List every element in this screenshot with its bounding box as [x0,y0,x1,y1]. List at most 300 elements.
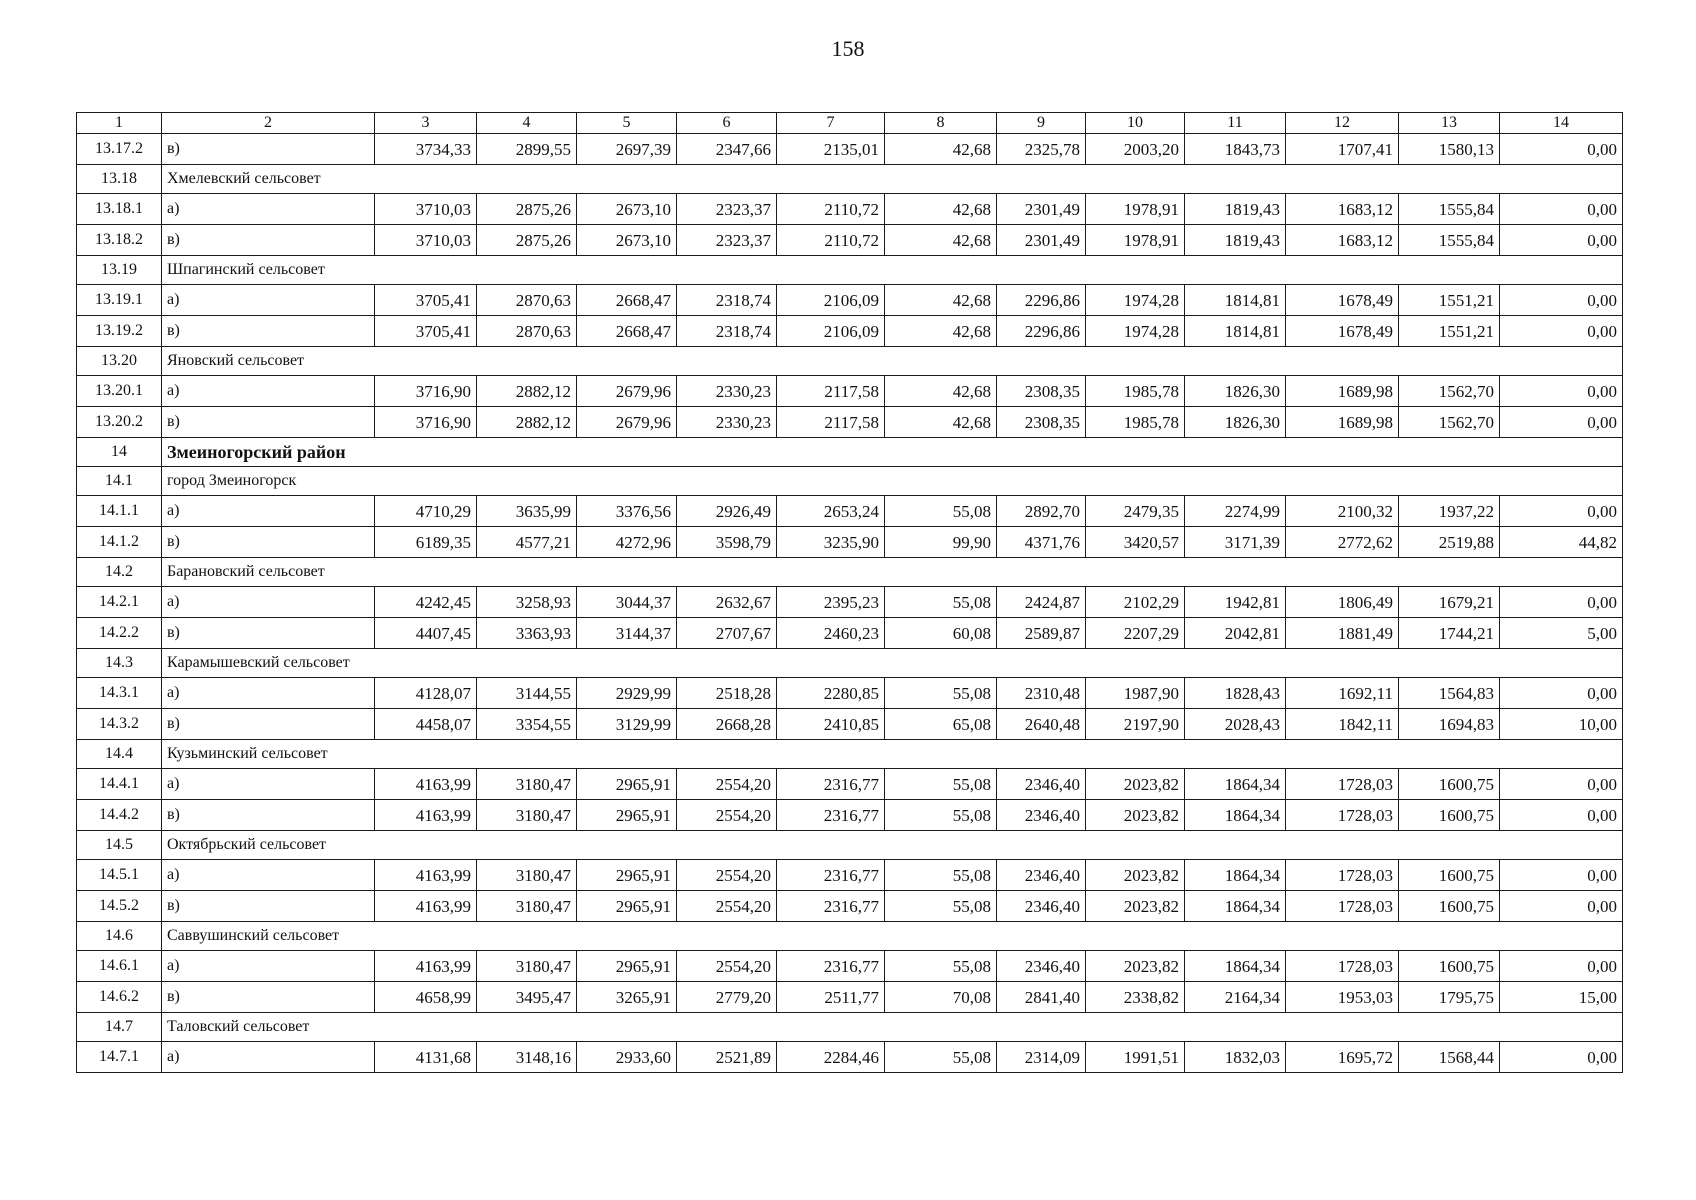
table-row [77,618,1623,649]
value-cell: 4407,45 [375,618,477,649]
value-cell: 4131,68 [375,1042,477,1073]
column-number-row [77,113,1623,134]
value-cell: 2554,20 [677,800,777,831]
value-cell: 2023,82 [1086,951,1185,982]
value-cell: 2110,72 [777,225,885,256]
value-cell: 2023,82 [1086,769,1185,800]
value-cell: 0,00 [1500,678,1623,709]
table-row [77,982,1623,1013]
value-cell: 2899,55 [477,134,577,165]
value-cell: 2296,86 [997,285,1086,316]
column-number: 6 [677,113,777,134]
row-code: 14 [77,438,162,467]
value-cell: 3180,47 [477,769,577,800]
value-cell: 0,00 [1500,225,1623,256]
value-cell: 4577,21 [477,527,577,558]
value-cell: 2772,62 [1286,527,1399,558]
row-letter: в) [162,407,375,438]
value-cell: 2697,39 [577,134,677,165]
value-cell: 3705,41 [375,316,477,347]
value-cell: 2965,91 [577,769,677,800]
row-code: 14.6.2 [77,982,162,1013]
column-number: 13 [1399,113,1500,134]
section-name: Карамышевский сельсовет [162,649,1623,678]
row-letter: а) [162,496,375,527]
value-cell: 2280,85 [777,678,885,709]
row-code: 14.6 [77,922,162,951]
value-cell: 2330,23 [677,376,777,407]
value-cell: 2274,99 [1185,496,1286,527]
value-cell: 3734,33 [375,134,477,165]
row-code: 14.4 [77,740,162,769]
column-number: 10 [1086,113,1185,134]
value-cell: 0,00 [1500,496,1623,527]
value-cell: 2135,01 [777,134,885,165]
value-cell: 2106,09 [777,316,885,347]
row-code: 13.20 [77,347,162,376]
value-cell: 2042,81 [1185,618,1286,649]
table-row [77,951,1623,982]
value-cell: 2460,23 [777,618,885,649]
value-cell: 1828,43 [1185,678,1286,709]
value-cell: 1564,83 [1399,678,1500,709]
value-cell: 1814,81 [1185,316,1286,347]
value-cell: 1683,12 [1286,225,1399,256]
value-cell: 2284,46 [777,1042,885,1073]
value-cell: 2023,82 [1086,800,1185,831]
value-cell: 3705,41 [375,285,477,316]
column-number: 11 [1185,113,1286,134]
section-row [77,1013,1623,1042]
value-cell: 1562,70 [1399,407,1500,438]
value-cell: 1600,75 [1399,891,1500,922]
section-name: Таловский сельсовет [162,1013,1623,1042]
value-cell: 3716,90 [375,407,477,438]
value-cell: 3148,16 [477,1042,577,1073]
value-cell: 2554,20 [677,769,777,800]
value-cell: 65,08 [885,709,997,740]
value-cell: 42,68 [885,225,997,256]
row-code: 14.1.2 [77,527,162,558]
value-cell: 1864,34 [1185,800,1286,831]
section-row [77,165,1623,194]
value-cell: 99,90 [885,527,997,558]
value-cell: 2316,77 [777,891,885,922]
value-cell: 3354,55 [477,709,577,740]
value-cell: 2028,43 [1185,709,1286,740]
table-row [77,134,1623,165]
table-row [77,285,1623,316]
value-cell: 1555,84 [1399,194,1500,225]
section-name: Яновский сельсовет [162,347,1623,376]
row-code: 13.20.1 [77,376,162,407]
value-cell: 2882,12 [477,376,577,407]
value-cell: 2668,47 [577,316,677,347]
tariff-table [76,112,1623,1073]
value-cell: 0,00 [1500,800,1623,831]
value-cell: 1728,03 [1286,860,1399,891]
row-code: 14.5 [77,831,162,860]
value-cell: 1689,98 [1286,407,1399,438]
row-code: 14.5.1 [77,860,162,891]
value-cell: 2424,87 [997,587,1086,618]
value-cell: 2102,29 [1086,587,1185,618]
value-cell: 2338,82 [1086,982,1185,1013]
row-letter: а) [162,285,375,316]
value-cell: 55,08 [885,891,997,922]
section-row [77,922,1623,951]
value-cell: 0,00 [1500,769,1623,800]
row-code: 13.19.1 [77,285,162,316]
row-letter: в) [162,800,375,831]
value-cell: 2668,28 [677,709,777,740]
value-cell: 0,00 [1500,285,1623,316]
value-cell: 2875,26 [477,194,577,225]
value-cell: 1728,03 [1286,891,1399,922]
value-cell: 2554,20 [677,860,777,891]
row-letter: в) [162,891,375,922]
row-letter: а) [162,678,375,709]
value-cell: 0,00 [1500,860,1623,891]
value-cell: 42,68 [885,194,997,225]
row-code: 14.3.1 [77,678,162,709]
value-cell: 2308,35 [997,376,1086,407]
value-cell: 2310,48 [997,678,1086,709]
value-cell: 2117,58 [777,407,885,438]
value-cell: 5,00 [1500,618,1623,649]
value-cell: 1551,21 [1399,285,1500,316]
table-row [77,225,1623,256]
page-number: 158 [831,36,865,61]
row-letter: в) [162,316,375,347]
row-code: 14.1.1 [77,496,162,527]
value-cell: 42,68 [885,376,997,407]
value-cell: 3235,90 [777,527,885,558]
value-cell: 3180,47 [477,951,577,982]
column-number: 8 [885,113,997,134]
value-cell: 0,00 [1500,951,1623,982]
value-cell: 2023,82 [1086,860,1185,891]
value-cell: 2346,40 [997,951,1086,982]
value-cell: 1679,21 [1399,587,1500,618]
value-cell: 0,00 [1500,134,1623,165]
value-cell: 1707,41 [1286,134,1399,165]
value-cell: 1843,73 [1185,134,1286,165]
value-cell: 3716,90 [375,376,477,407]
value-cell: 55,08 [885,496,997,527]
value-cell: 2707,67 [677,618,777,649]
section-row [77,740,1623,769]
table-row [77,860,1623,891]
table-row [77,800,1623,831]
column-number: 7 [777,113,885,134]
row-code: 13.19.2 [77,316,162,347]
value-cell: 2346,40 [997,891,1086,922]
row-code: 13.17.2 [77,134,162,165]
value-cell: 55,08 [885,860,997,891]
value-cell: 1600,75 [1399,951,1500,982]
row-code: 14.7.1 [77,1042,162,1073]
value-cell: 4163,99 [375,951,477,982]
value-cell: 1695,72 [1286,1042,1399,1073]
section-name: Барановский сельсовет [162,558,1623,587]
value-cell: 2926,49 [677,496,777,527]
value-cell: 2892,70 [997,496,1086,527]
value-cell: 2779,20 [677,982,777,1013]
row-letter: а) [162,1042,375,1073]
value-cell: 2511,77 [777,982,885,1013]
value-cell: 42,68 [885,285,997,316]
value-cell: 1600,75 [1399,860,1500,891]
value-cell: 2100,32 [1286,496,1399,527]
row-letter: в) [162,225,375,256]
table-row [77,891,1623,922]
column-number: 12 [1286,113,1399,134]
row-letter: а) [162,951,375,982]
section-row [77,467,1623,496]
value-cell: 1562,70 [1399,376,1500,407]
row-letter: а) [162,769,375,800]
value-cell: 1864,34 [1185,951,1286,982]
value-cell: 1826,30 [1185,407,1286,438]
row-code: 13.20.2 [77,407,162,438]
value-cell: 1864,34 [1185,769,1286,800]
value-cell: 1600,75 [1399,800,1500,831]
value-cell: 0,00 [1500,376,1623,407]
value-cell: 1694,83 [1399,709,1500,740]
value-cell: 44,82 [1500,527,1623,558]
value-cell: 2314,09 [997,1042,1086,1073]
value-cell: 1678,49 [1286,285,1399,316]
row-code: 13.18.1 [77,194,162,225]
value-cell: 3180,47 [477,800,577,831]
section-row [77,558,1623,587]
column-number: 3 [375,113,477,134]
section-name: Октябрьский сельсовет [162,831,1623,860]
row-code: 14.5.2 [77,891,162,922]
value-cell: 3144,55 [477,678,577,709]
value-cell: 55,08 [885,769,997,800]
value-cell: 2346,40 [997,769,1086,800]
value-cell: 3265,91 [577,982,677,1013]
column-number: 1 [77,113,162,134]
value-cell: 2316,77 [777,769,885,800]
value-cell: 2882,12 [477,407,577,438]
value-cell: 4163,99 [375,800,477,831]
value-cell: 2632,67 [677,587,777,618]
value-cell: 55,08 [885,1042,997,1073]
value-cell: 2870,63 [477,285,577,316]
row-code: 14.1 [77,467,162,496]
value-cell: 1937,22 [1399,496,1500,527]
row-letter: в) [162,709,375,740]
value-cell: 1728,03 [1286,800,1399,831]
value-cell: 1953,03 [1286,982,1399,1013]
value-cell: 3258,93 [477,587,577,618]
value-cell: 2673,10 [577,194,677,225]
value-cell: 4710,29 [375,496,477,527]
value-cell: 70,08 [885,982,997,1013]
row-code: 13.19 [77,256,162,285]
value-cell: 2023,82 [1086,891,1185,922]
value-cell: 1987,90 [1086,678,1185,709]
section-row [77,347,1623,376]
value-cell: 42,68 [885,316,997,347]
value-cell: 1728,03 [1286,769,1399,800]
value-cell: 2554,20 [677,951,777,982]
value-cell: 2325,78 [997,134,1086,165]
value-cell: 3376,56 [577,496,677,527]
value-cell: 4128,07 [375,678,477,709]
value-cell: 1826,30 [1185,376,1286,407]
row-code: 14.2.2 [77,618,162,649]
value-cell: 2346,40 [997,860,1086,891]
value-cell: 2308,35 [997,407,1086,438]
value-cell: 2323,37 [677,194,777,225]
district-name: Змеиногорский район [162,438,1623,467]
value-cell: 1864,34 [1185,891,1286,922]
value-cell: 0,00 [1500,1042,1623,1073]
value-cell: 3129,99 [577,709,677,740]
value-cell: 3144,37 [577,618,677,649]
district-row [77,438,1623,467]
row-letter: в) [162,618,375,649]
value-cell: 2316,77 [777,860,885,891]
value-cell: 1978,91 [1086,225,1185,256]
value-cell: 4163,99 [375,860,477,891]
column-number: 2 [162,113,375,134]
value-cell: 1692,11 [1286,678,1399,709]
value-cell: 2479,35 [1086,496,1185,527]
value-cell: 2323,37 [677,225,777,256]
value-cell: 1683,12 [1286,194,1399,225]
value-cell: 55,08 [885,951,997,982]
value-cell: 6189,35 [375,527,477,558]
value-cell: 2653,24 [777,496,885,527]
value-cell: 1819,43 [1185,194,1286,225]
value-cell: 1806,49 [1286,587,1399,618]
row-code: 13.18 [77,165,162,194]
row-code: 14.3.2 [77,709,162,740]
row-letter: в) [162,134,375,165]
row-letter: а) [162,194,375,225]
section-name: город Змеиногорск [162,467,1623,496]
row-code: 14.2 [77,558,162,587]
section-name: Саввушинский сельсовет [162,922,1623,951]
row-letter: в) [162,982,375,1013]
value-cell: 1978,91 [1086,194,1185,225]
value-cell: 2841,40 [997,982,1086,1013]
value-cell: 0,00 [1500,891,1623,922]
value-cell: 42,68 [885,407,997,438]
value-cell: 2518,28 [677,678,777,709]
section-row [77,831,1623,860]
value-cell: 1689,98 [1286,376,1399,407]
value-cell: 1795,75 [1399,982,1500,1013]
value-cell: 2929,99 [577,678,677,709]
value-cell: 2589,87 [997,618,1086,649]
value-cell: 2640,48 [997,709,1086,740]
table-row [77,1042,1623,1073]
column-number: 4 [477,113,577,134]
value-cell: 2197,90 [1086,709,1185,740]
row-letter: в) [162,527,375,558]
value-cell: 1985,78 [1086,376,1185,407]
value-cell: 1974,28 [1086,316,1185,347]
value-cell: 2301,49 [997,194,1086,225]
value-cell: 4658,99 [375,982,477,1013]
table-row [77,316,1623,347]
value-cell: 2521,89 [677,1042,777,1073]
row-code: 14.3 [77,649,162,678]
value-cell: 2395,23 [777,587,885,618]
value-cell: 2330,23 [677,407,777,438]
value-cell: 55,08 [885,678,997,709]
value-cell: 2106,09 [777,285,885,316]
section-name: Хмелевский сельсовет [162,165,1623,194]
table-row [77,709,1623,740]
value-cell: 2346,40 [997,800,1086,831]
value-cell: 1942,81 [1185,587,1286,618]
value-cell: 3598,79 [677,527,777,558]
table-row [77,678,1623,709]
row-code: 14.7 [77,1013,162,1042]
value-cell: 2965,91 [577,891,677,922]
value-cell: 1991,51 [1086,1042,1185,1073]
column-number: 5 [577,113,677,134]
value-cell: 3495,47 [477,982,577,1013]
value-cell: 2164,34 [1185,982,1286,1013]
value-cell: 1678,49 [1286,316,1399,347]
table-row [77,527,1623,558]
value-cell: 60,08 [885,618,997,649]
value-cell: 3180,47 [477,891,577,922]
value-cell: 0,00 [1500,407,1623,438]
table-row [77,376,1623,407]
value-cell: 2318,74 [677,285,777,316]
value-cell: 2875,26 [477,225,577,256]
value-cell: 1842,11 [1286,709,1399,740]
value-cell: 1600,75 [1399,769,1500,800]
value-cell: 2316,77 [777,800,885,831]
row-code: 14.4.1 [77,769,162,800]
value-cell: 2870,63 [477,316,577,347]
value-cell: 4458,07 [375,709,477,740]
value-cell: 2673,10 [577,225,677,256]
value-cell: 1744,21 [1399,618,1500,649]
value-cell: 4272,96 [577,527,677,558]
value-cell: 1864,34 [1185,860,1286,891]
value-cell: 4371,76 [997,527,1086,558]
value-cell: 2301,49 [997,225,1086,256]
value-cell: 2410,85 [777,709,885,740]
section-row [77,256,1623,285]
value-cell: 3180,47 [477,860,577,891]
section-name: Шпагинский сельсовет [162,256,1623,285]
value-cell: 2965,91 [577,860,677,891]
value-cell: 2003,20 [1086,134,1185,165]
value-cell: 1555,84 [1399,225,1500,256]
value-cell: 1814,81 [1185,285,1286,316]
value-cell: 2110,72 [777,194,885,225]
value-cell: 2679,96 [577,407,677,438]
table-row [77,407,1623,438]
value-cell: 2318,74 [677,316,777,347]
row-code: 14.4.2 [77,800,162,831]
value-cell: 3710,03 [375,225,477,256]
row-letter: а) [162,376,375,407]
value-cell: 1551,21 [1399,316,1500,347]
